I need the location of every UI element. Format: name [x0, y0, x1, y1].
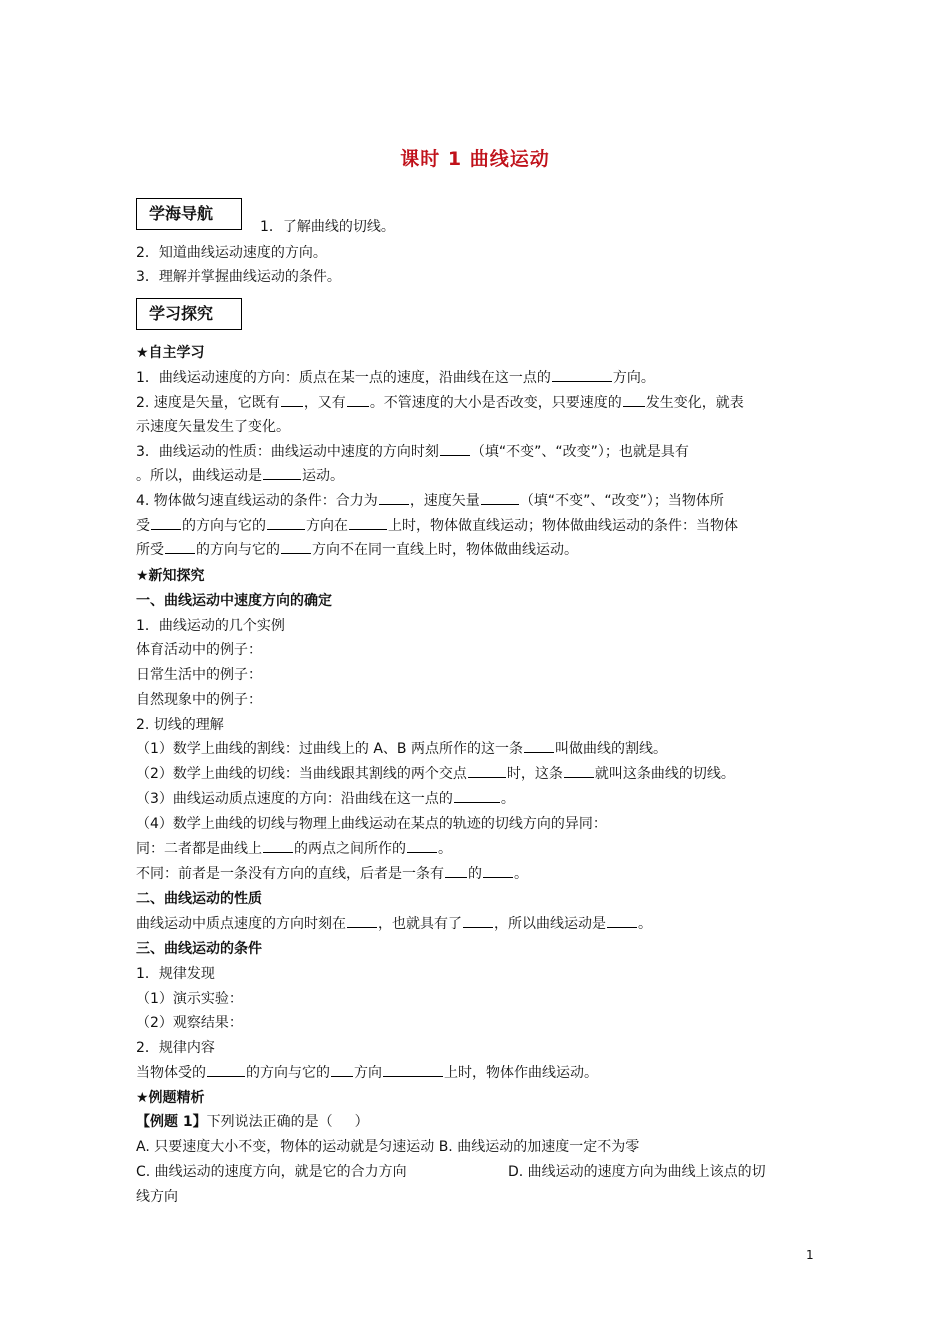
self-study-3-line2: 。所以，曲线运动是 运动。 [136, 464, 816, 488]
example-1-option-c: C. 曲线运动的速度方向，就是它的合力方向 [136, 1164, 407, 1180]
page-number: 1 [806, 1248, 814, 1262]
heading-examples: ★例题精析 [136, 1090, 205, 1106]
self-study-4-line1: 4. 物体做匀速直线运动的条件：合力为 ，速度矢量 （填“不变”、“改变”）；当物体所 [136, 489, 816, 513]
self-study-2-line1: 2. 速度是矢量，它既有 ，又有 。不管速度的大小是否改变，只要速度的 发生变化，就表 [136, 391, 816, 415]
self-study-3-line1: 3．曲线运动的性质：曲线运动中速度的方向时刻 （填“不变”、“改变”）；也就是具有 [136, 440, 816, 464]
example-1-question: 【例题 1】下列说法正确的是（ ） [136, 1114, 369, 1130]
part1-item-1: 1．曲线运动的几个实例 [136, 618, 285, 634]
section-box-guide: 学海导航 [136, 198, 242, 230]
self-study-4-line3: 所受 的方向与它的 方向不在同一直线上时，物体做曲线运动。 [136, 538, 816, 562]
part3-item-2: 2．规律内容 [136, 1040, 215, 1056]
part3-item-1: 1．规律发现 [136, 966, 215, 982]
goal-2: 2．知道曲线运动速度的方向。 [136, 245, 327, 261]
part1-item-2: 2. 切线的理解 [136, 717, 224, 733]
heading-part-2: 二、曲线运动的性质 [136, 891, 262, 907]
part1-nature: 自然现象中的例子： [136, 692, 262, 708]
tangent-3: （3）曲线运动质点速度的方向：沿曲线在这一点的 。 [136, 787, 816, 811]
heading-part-1: 一、曲线运动中速度方向的确定 [136, 593, 332, 609]
heading-new-knowledge: ★新知探究 [136, 568, 205, 584]
part2-text: 曲线运动中质点速度的方向时刻在 ，也就具有了 ，所以曲线运动是 。 [136, 912, 816, 936]
heading-self-study: ★自主学习 [136, 345, 205, 361]
tangent-same: 同：二者都是曲线上 的两点之间所作的 。 [136, 837, 816, 861]
page-title: 课时 1 曲线运动 [400, 148, 550, 170]
goal-3: 3．理解并掌握曲线运动的条件。 [136, 269, 341, 285]
part1-daily: 日常生活中的例子： [136, 667, 262, 683]
example-1-option-d-cont: 线方向 [136, 1189, 178, 1205]
example-1-options-ab: A. 只要速度大小不变，物体的运动就是匀速运动 B. 曲线运动的加速度一定不为零 [136, 1139, 640, 1155]
tangent-2: （2）数学上曲线的切线：当曲线跟其割线的两个交点 时，这条 就叫这条曲线的切线。 [136, 762, 816, 786]
tangent-diff: 不同：前者是一条没有方向的直线，后者是一条有 的 。 [136, 862, 816, 886]
section-box-explore: 学习探究 [136, 298, 242, 330]
goal-1: 1．了解曲线的切线。 [260, 219, 395, 235]
part3-demo: （1）演示实验： [136, 991, 243, 1007]
part3-observe: （2）观察结果： [136, 1015, 243, 1031]
self-study-1: 1．曲线运动速度的方向：质点在某一点的速度，沿曲线在这一点的 方向。 [136, 366, 816, 390]
self-study-2-line2: 示速度矢量发生了变化。 [136, 419, 290, 435]
part3-rule: 当物体受的 的方向与它的 方向 上时，物体作曲线运动。 [136, 1061, 816, 1085]
part1-sports: 体育活动中的例子： [136, 642, 262, 658]
heading-part-3: 三、曲线运动的条件 [136, 941, 262, 957]
example-1-option-d: D. 曲线运动的速度方向为曲线上该点的切 [508, 1164, 766, 1180]
self-study-4-line2: 受 的方向与它的 方向在 上时，物体做直线运动；物体做曲线运动的条件：当物体 [136, 514, 816, 538]
tangent-4: （4）数学上曲线的切线与物理上曲线运动在某点的轨迹的切线方向的异同： [136, 816, 607, 832]
tangent-1: （1）数学上曲线的割线：过曲线上的 A、B 两点所作的这一条 叫做曲线的割线。 [136, 737, 816, 761]
